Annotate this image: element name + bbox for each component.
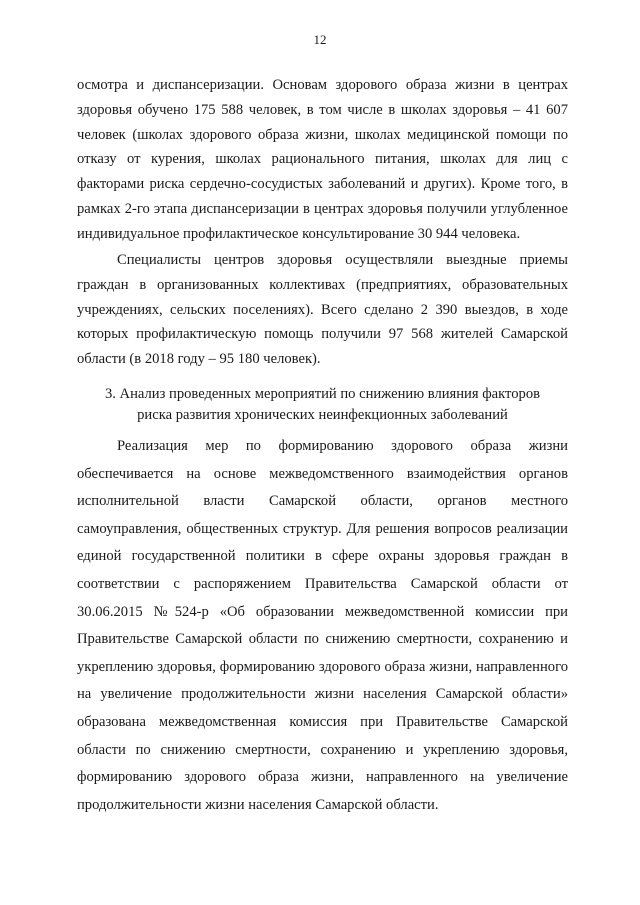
section-heading-line-2: риска развития хронических неинфекционных заболеваний [137,407,508,423]
paragraph-text: Специалисты центров здоровья осуществляли выездные приемы граждан в организованных коллективах (предприятиях, образовательных учреждениях, сельских поселениях). Всего сделано 2 390 выездов, в ходе которых профилактическую помощь получили 97 568 жителей Самарской области (в 2018 году – 95 180 человек). [77,252,568,368]
paragraph-text: осмотра и диспансеризации. Основам здорового образа жизни в центрах здоровья обучено 175 588 человек, в том числе в школах здоровья – 41 607 человек (школах здорового образа жизни, школах медицинской помощи по отказу от курения, школах рационального питания, школах для лиц с факторами риска сердечно-сосудистых заболеваний и других). Кроме того, в рамках 2-го этапа диспансеризации в центрах здоровья получили углубленное индивидуальное профилактическое консультирование 30 944 человека. [77,77,568,242]
section-heading-line-1: 3. Анализ проведенных мероприятий по снижению влияния факторов [104,386,541,402]
paragraph-field-visits [77,248,568,372]
page-number: 12 [313,32,327,47]
section-heading [77,384,568,426]
paragraph-health-centers-training [77,73,568,247]
paragraph-interagency-commission [77,433,568,819]
paragraph-text: Реализация мер по формированию здорового образа жизни обеспечивается на основе межведомственного взаимодействия органов исполнительной власти Самарской области, органов местного самоуправления, общественных структур. Для решения вопросов реализации единой государственной политики в сфере охраны здоровья граждан в соответствии с распоряжением Правительства Самарской области от 30.06.2015 №524-р «Об образовании межведомственной комиссии при Правительстве Самарской области по снижению смертности, сохранению и укреплению здоровья, формированию здорового образа жизни, направленного на увеличение продолжительности жизни населения Самарской области» образована межведомственная комиссия при Правительстве Самарской области по снижению смертности, сохранению и укреплению здоровья, формированию здорового образа жизни, направленного на увеличение продолжительности жизни населения Самарской области. [77,438,568,813]
